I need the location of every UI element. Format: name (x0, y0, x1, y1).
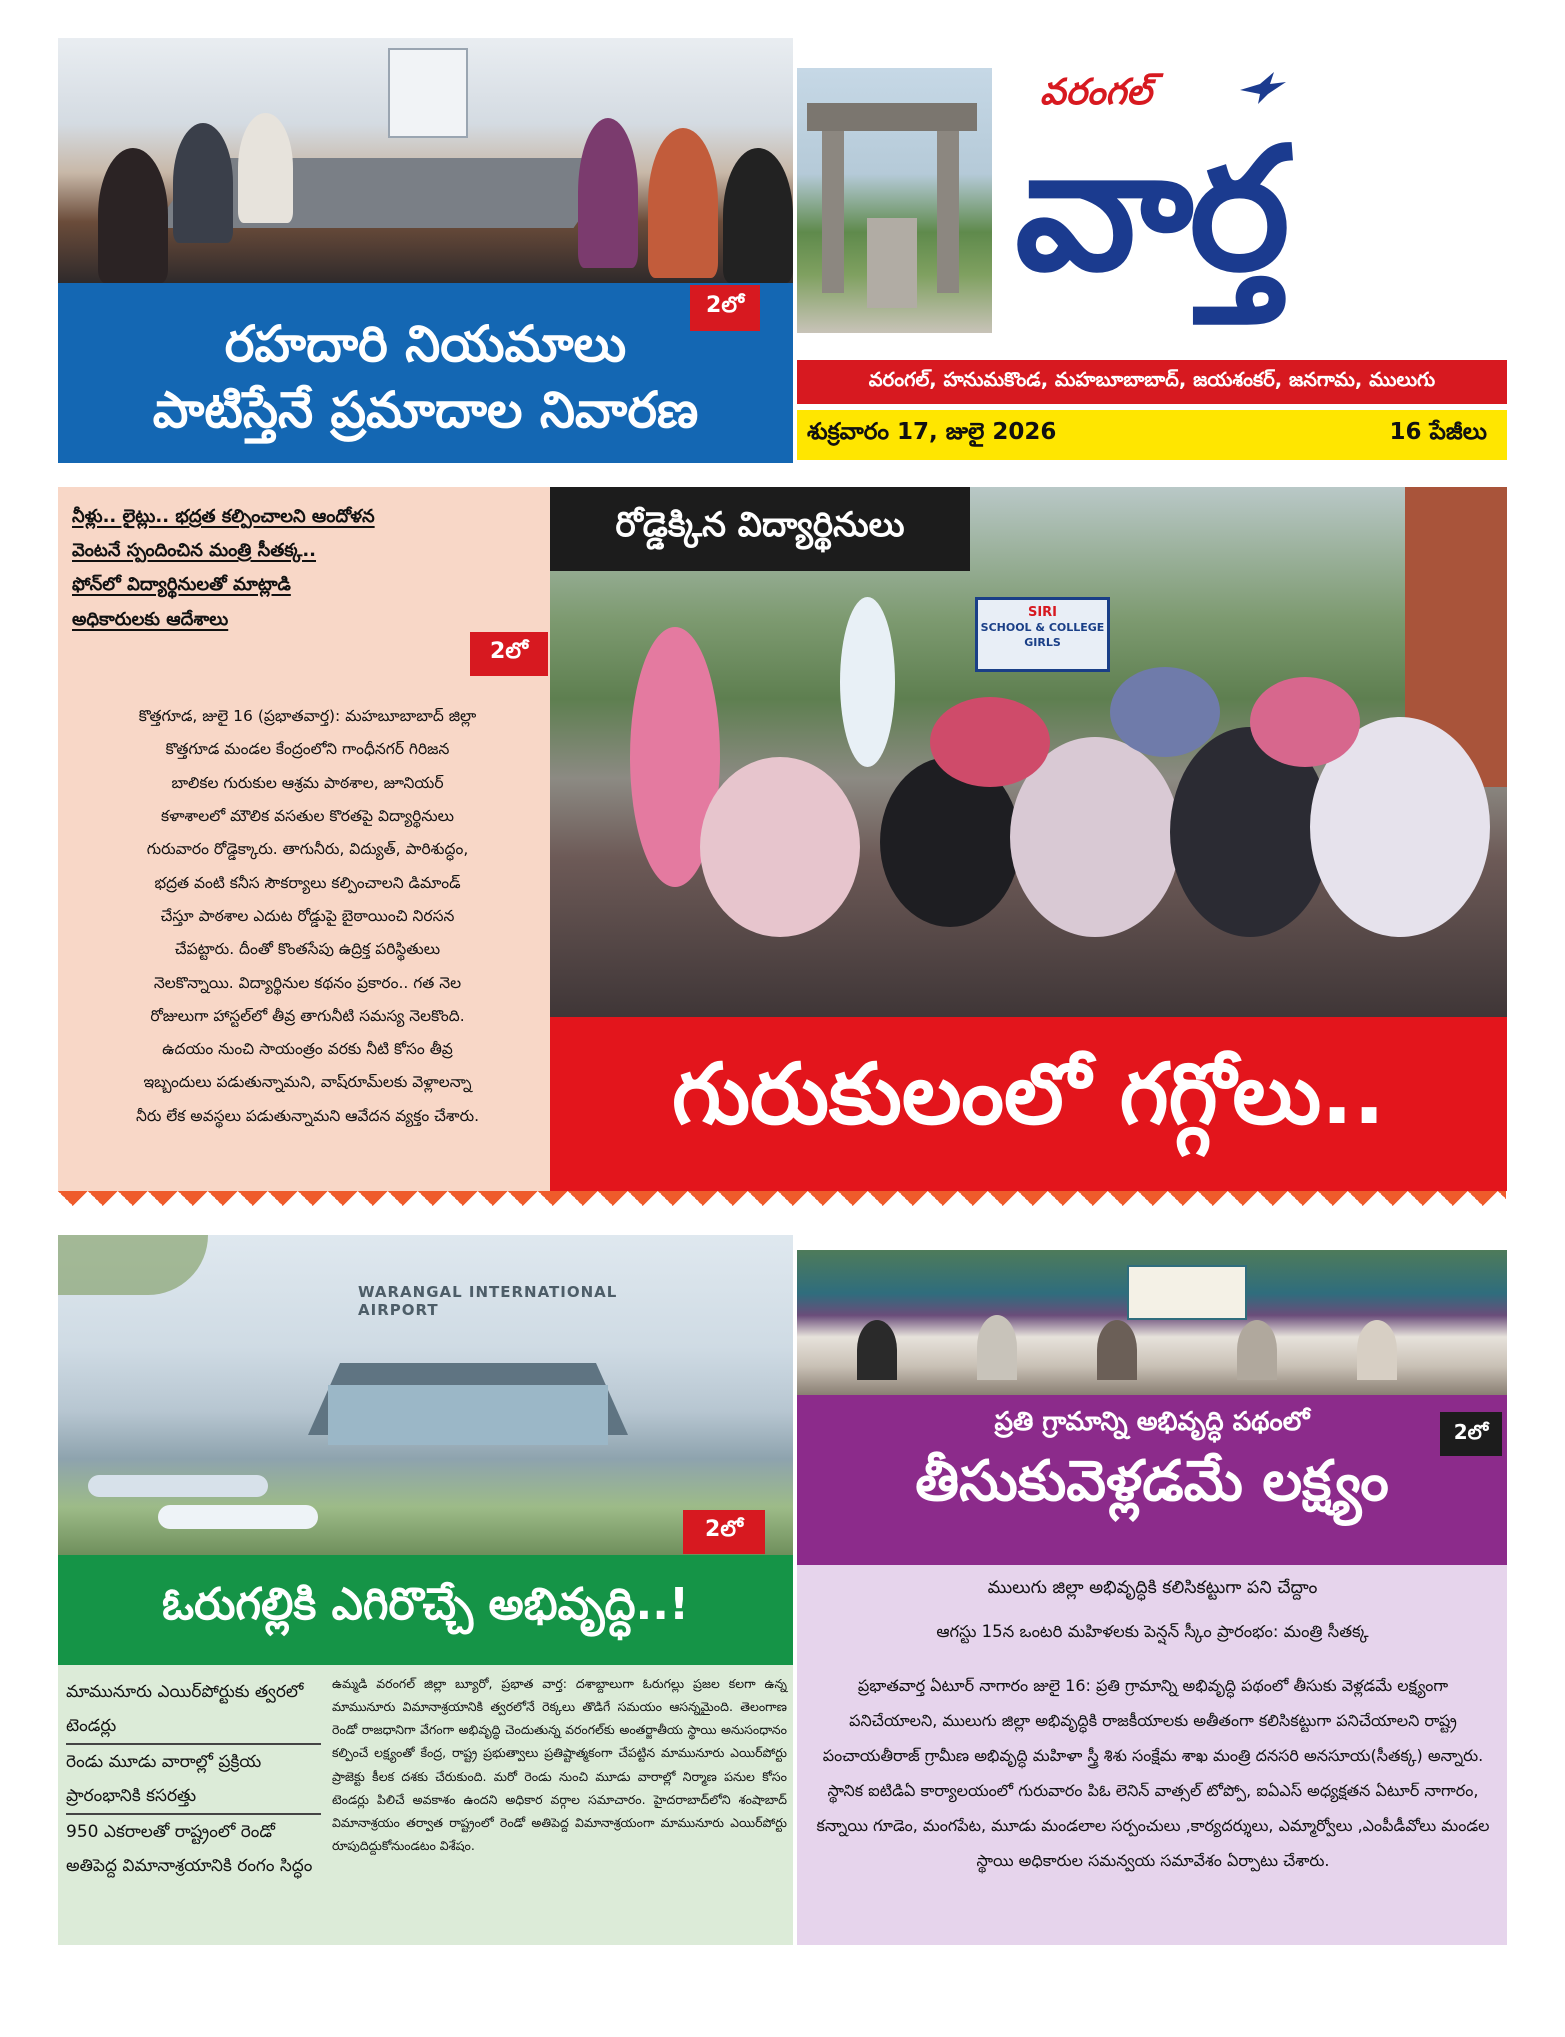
gurukul-body-line: ఇబ్బందులు పడుతున్నామని, వాష్‌రూమ్‌లకు వెళ్లాలన్నా (143, 1073, 472, 1092)
airport-headline: ఓరుగల్లికి ఎగిరొచ్చే అభివృద్ధి..! (161, 1579, 690, 1630)
airport-point: 950 ఎకరాలతో రాష్ట్రంలో రెండో అతిపెద్ద విమానాశ్రయానికి రంగం సిద్ధం (66, 1822, 313, 1876)
roads-headline-line2: పాటిస్తేనే ప్రమాదాల నివారణ (152, 381, 699, 439)
gurukul-deck-line-3: ఫోన్‌లో విద్యార్థినులతో మాట్లాడి (72, 574, 291, 596)
gurukul-body-line: బాలికల గురుకుల ఆశ్రమ పాఠశాల, జూనియర్ (171, 773, 444, 792)
gurukul-deck-line-2: వెంటనే స్పందించిన మంత్రి సీతక్క.. (72, 540, 317, 562)
gurukul-headline: గురుకులంలో గగ్గోలు.. (672, 1044, 1385, 1143)
masthead-monument-photo (797, 68, 992, 333)
roads-page-tag: 2లో (690, 285, 760, 331)
masthead-districts-bar (797, 360, 1507, 404)
airport-render-sign: WARANGAL INTERNATIONAL AIRPORT (358, 1283, 618, 1319)
school-sign-line1: SIRI (1027, 605, 1058, 620)
roads-headline-box (58, 283, 793, 463)
gurukul-deck-line-4: అధికారులకు ఆదేశాలు (72, 608, 229, 630)
masthead-page-count: 16 పేజీలు (1389, 419, 1487, 445)
roads-headline-line1: రహదారి నియమాలు (224, 315, 627, 373)
masthead-date: శుక్రవారం 17, జులై 2026 (807, 419, 1057, 445)
meeting-photo-bottom (797, 1250, 1507, 1395)
village-headline-box (797, 1395, 1507, 1565)
village-sub1: ములుగు జిల్లా అభివృద్ధికి కలిసికట్టుగా పని చేద్దాం (987, 1578, 1318, 1598)
protest-photo-caption-box (550, 487, 970, 571)
gurukul-body-line: కొత్తగూడ మండల కేంద్రంలోని గాంధీనగర్ గిరిజన (165, 740, 450, 759)
gurukul-deck (72, 500, 542, 637)
protest-photo-caption: రోడ్డెక్కిన విద్యార్థినులు (615, 505, 905, 545)
gurukul-body-line: ఉదయం నుంచి సాయంత్రం వరకు నీటి కోసం తీవ్ర (162, 1040, 453, 1059)
gurukul-body-line: కళాశాలలో మౌలిక వసతుల కొరతపై విద్యార్థినులు (161, 806, 454, 825)
school-sign-board (975, 597, 1110, 672)
gurukul-body (70, 700, 545, 1133)
gurukul-body-line: చేపట్టారు. దీంతో కొంతసేపు ఉద్రిక్త పరిస్థితులు (174, 940, 441, 959)
masthead-districts: వరంగల్, హనుమకొండ, మహబూబాబాద్, జయశంకర్, జనగామ, ములుగు (868, 368, 1436, 391)
gurukul-deck-line-1: నీళ్లు.. లైట్లు.. భద్రత కల్పించాలని ఆందోళన (72, 506, 375, 527)
village-body: ప్రభాతవార్త ఏటూర్ నాగారం జులై 16: ప్రతి గ్రామాన్ని అభివృద్ధి పథంలో తీసుకు వెళ్లడమే లక్ష్యంగా పనిచేయాలని, ములుగు జిల్లా అభివృద్ధికి రాజకీయాలకు అతీతంగా కలిసికట్టుగా పనిచేయాలని రాష్ట్ర పంచాయతీరాజ్ గ్రామీణ అభివృద్ధి మహిళా స్త్రీ శిశు సంక్షేమ శాఖ మంత్రి దనసరి అనసూయ(సీతక్క) అన్నారు. స్థానిక ఐటిడిఏ కార్యాలయంలో గురువారం పిఓ లెనిన్ వాత్సల్ టోప్పో, ఐఏఎస్ అధ్యక్షతన ఏటూర్ నాగారం, కన్నాయి గూడెం, మంగపేట, మూడు మండలాల సర్పంచులు ,కార్యదర్శులు, ఎమ్మార్వోలు ,ఎంపీడీవోలు మండల స్థాయి అధికారుల సమన్వయ సమావేశం ఏర్పాటు చేశారు. (816, 1676, 1490, 1870)
gurukul-body-line: నీరు లేక అవస్థలు పడుతున్నామని ఆవేదన వ్యక్తం చేశారు. (135, 1106, 480, 1125)
masthead-date-bar (797, 410, 1507, 460)
gurukul-body-line: గురువారం రోడ్డెక్కారు. తాగునీరు, విద్యుత్, పారిశుద్ధం, (146, 840, 469, 859)
meeting-photo-top (58, 38, 793, 283)
school-sign-line2: SCHOOL & COLLEGE (980, 621, 1105, 634)
section-divider-zigzag (58, 1191, 1506, 1221)
gurukul-body-line: రోజులుగా హాస్టల్‌లో తీవ్ర తాగునీటి సమస్య నెలకొంది. (150, 1006, 465, 1025)
airport-point: మామునూరు ఎయిర్‌పోర్టుకు త్వరలో టెండర్లు (66, 1675, 321, 1745)
airport-page-tag: 2లో (683, 1510, 765, 1554)
airport-body: ఉమ్మడి వరంగల్ జిల్లా బ్యూరో, ప్రభాత వార్త: దశాబ్దాలుగా ఓరుగల్లు ప్రజల కలగా ఉన్న మామునూరు విమానాశ్రయానికి త్వరలోనే రెక్కలు తొడిగే సమయం ఆసన్నమైంది. తెలంగాణ రెండో రాజధానిగా వేగంగా అభివృద్ధి చెందుతున్న వరంగల్‌కు అంతర్జాతీయ స్థాయి అనుసంధానం కల్పించే లక్ష్యంతో కేంద్ర, రాష్ట్ర ప్రభుత్వాలు ప్రతిష్టాత్మకంగా చేపట్టిన మామునూరు ఎయిర్‌పోర్టు ప్రాజెక్టు కీలక దశకు చేరుకుంది. మరో రెండు నుంచి మూడు వారాల్లో నిర్మాణ పనుల కోసం టెండర్లు పిలిచే అవకాశం ఉందని అధికార వర్గాల సమాచారం. హైదరాబాద్‌లోని శంషాబాద్ విమానాశ్రయం తర్వాత రాష్ట్రంలో రెండో అతిపెద్ద విమానాశ్రయంగా మామునూరు ఎయిర్‌పోర్టు రూపుదిద్దుకోనుండటం విశేషం. (332, 1676, 787, 1853)
masthead-city-tag: వరంగల్ (1040, 72, 1152, 113)
gurukul-page-tag: 2లో (470, 632, 548, 676)
village-headline: తీసుకువెళ్లడమే లక్ష్యం (915, 1449, 1389, 1514)
school-sign-line3: GIRLS (1024, 636, 1061, 649)
gurukul-body-line: నెలకొన్నాయి. విద్యార్థినుల కథనం ప్రకారం.. గత నెల (153, 973, 462, 992)
village-kicker: ప్రతి గ్రామాన్ని అభివృద్ధి పథంలో (994, 1407, 1310, 1437)
village-page-tag: 2లో (1440, 1412, 1502, 1456)
airport-render-photo (58, 1235, 793, 1555)
gurukul-body-line: భద్రత వంటి కనీస సౌకర్యాలు కల్పించాలని డిమాండ్ (154, 873, 461, 892)
gurukul-body-line: కొత్తగూడ, జులై 16 (ప్రభాతవార్త): మహబూబాబాద్ జిల్లా (138, 707, 477, 725)
airport-point: రెండు మూడు వారాల్లో ప్రక్రియ ప్రారంభానికి కసరత్తు (66, 1745, 321, 1815)
gurukul-headline-box (550, 1017, 1507, 1191)
masthead-title: వార్త (1015, 111, 1286, 309)
airport-points (66, 1675, 321, 1883)
airport-headline-box (58, 1555, 793, 1665)
gurukul-body-line: చేస్తూ పాఠశాల ఎదుట రోడ్డుపై బైఠాయించి నిరసన (160, 906, 455, 925)
village-sub2: ఆగస్టు 15న ఒంటరి మహిళలకు పెన్షన్ స్కీం ప్రారంభం: మంత్రి సీతక్క (936, 1622, 1369, 1641)
